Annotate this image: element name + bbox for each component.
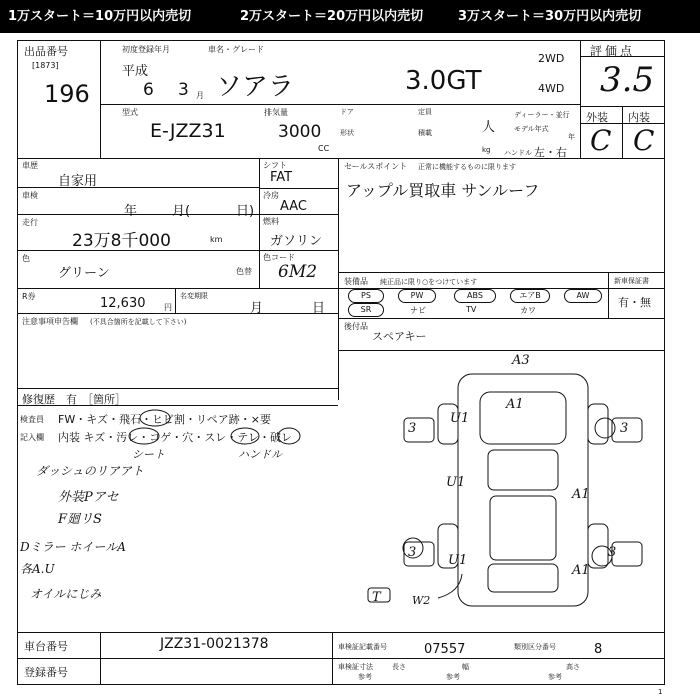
ref-label-2: 参考 [446,673,460,681]
dim-label: 車検証寸法 [338,663,373,671]
ac-label: 冷房 [263,191,279,200]
repair-label: 修復歴 [22,393,55,406]
grade: 3.0GT [405,66,482,96]
car-name-label: 車名・グレード [208,45,264,54]
score: 3.5 [600,60,655,100]
ext-label: 外装 [586,111,608,124]
mark-w2: W2 [412,594,431,607]
right-rear-door [612,542,642,566]
equip-leather: カワ [520,306,536,315]
lot-sub: [1873] [32,61,59,70]
mark-3-right-bot: 3 [608,545,617,560]
mark-a1-low: A1 [572,563,590,578]
displacement-label: 排気量 [264,108,288,117]
displacement: 3000 [278,122,322,142]
manual-value: 有・無 [618,296,651,309]
int-label: 内装 [628,111,650,124]
note-4: Dミラー ホイールA [20,540,126,554]
car-type-label: 車歴 [22,161,38,170]
equip-aw: AW [564,289,602,303]
fuel-label: 燃料 [263,217,279,226]
serial-number: 07557 [424,642,466,657]
mark-3-left-top: 3 [408,421,417,436]
color-name-label: 色替 [236,267,252,276]
yen-unit: 円 [164,303,172,312]
month-unit: 月 [196,91,204,100]
serial-label: 車検証記載番号 [338,643,387,651]
kg-unit: kg [482,146,491,154]
ref-label-3: 参考 [548,673,562,681]
sales-label: セールスポイント [344,162,408,171]
door-label: ドア [340,108,354,116]
equip-airbag: エアB [510,289,550,303]
model: E-JZZ31 [150,120,226,142]
model-year-label: モデル年式 [514,125,549,133]
hand-seat: シート [132,448,165,461]
fuel-value: ガソリン [270,234,323,249]
note-5: 各A.U [20,562,55,576]
shift-label: シフト [263,161,287,170]
ac-value: AAC [280,199,307,214]
mark-3-right-top: 3 [620,421,629,436]
name-change-label: 名変期限 [180,292,208,300]
shift-value: FAT [270,170,293,185]
first-reg-label: 初度登録年月 [122,45,170,54]
inspection-label: 車検 [22,191,38,200]
width-label: 幅 [462,663,469,671]
car-type: 自家用 [58,174,98,189]
mark-a1-right: A1 [572,487,590,502]
car-name: ソアラ [216,72,295,102]
inspect-int-label: 記入欄 [20,433,44,442]
notes-label: 注意事項申告欄 [22,317,78,326]
int-grade: C [633,124,655,157]
banner-item-2: 2万スタート＝20万円以内売切 [240,9,424,24]
after-value: スペアキー [372,330,427,343]
drive-2wd: 2WD [538,52,565,65]
handle-label: ハンドル [504,149,532,157]
inspect-ext-items: FW・キズ・飛石・ヒビ割・リペア跡・×要 [58,413,271,426]
notes-sub: (不具合箇所を記載して下さい) [90,318,187,326]
equip-pw: PW [398,289,436,303]
note-2: 外装Pアセ [58,490,119,505]
length-label: 長さ [392,663,406,671]
color-code-label: 色コード [263,253,295,262]
sales-note: 正常に機能するものに限ります [418,163,516,171]
reg-year: 6 [143,80,154,100]
load-label: 積載 [418,129,432,137]
equip-navi: ナビ [410,306,426,315]
model-label: 型式 [122,108,138,117]
dealer-label: ディーラー・並行 [514,111,570,119]
cc-unit: CC [318,144,330,153]
note-6: オイルにじみ [30,587,102,601]
top-banner [0,0,700,33]
hand-handle: ハンドル [238,448,282,461]
name-change-month: 月 [250,301,264,316]
handle-value: 左・右 [534,146,567,159]
class-value: 8 [594,642,603,657]
person-unit: 人 [482,120,496,135]
roof-outline [490,496,556,560]
inspection-day: 日) [236,204,255,219]
banner-item-1: 1万スタート＝10万円以内売切 [8,9,192,24]
mark-a3: A3 [512,353,530,368]
equip-ps: PS [348,289,384,303]
repair-value: 有 [66,393,77,406]
era: 平成 [122,64,149,79]
equipment-note: 純正品に限り○をつけています [380,278,478,286]
model-year-unit: 年 [568,133,575,141]
class-label: 類別区分番号 [514,643,556,651]
name-change-day: 日 [312,301,326,316]
r-value: 12,630 [100,296,146,311]
ext-grade: C [590,124,612,157]
equip-tv: TV [466,305,477,314]
note-1: ダッシュのリアアト [36,464,144,478]
mark-a1-top: A1 [506,397,524,412]
repair-bracket: ［箇所］ [82,393,126,406]
color-value: グリーン [58,266,110,281]
capacity-label: 定員 [418,108,432,116]
mark-t: T [372,590,381,605]
shape-label: 形状 [340,129,354,137]
reg-month: 3 [178,80,189,100]
chassis-label: 車台番号 [24,640,68,653]
color-label: 色 [22,254,30,263]
equip-abs: ABS [454,289,496,303]
sales-text: アップル買取車 サンルーフ [346,181,540,200]
score-label: 評価点 [590,44,636,58]
color-code: 6M2 [278,262,318,282]
mark-u1-low: U1 [448,553,468,568]
inspect-circles [0,400,340,450]
height-label: 高さ [566,663,580,671]
reg-label: 登録番号 [24,666,68,679]
mileage-label: 走行 [22,218,38,227]
r-label: R券 [22,292,36,301]
mark-u1-mid: U1 [446,475,466,490]
banner-item-3: 3万スタート＝30万円以内売切 [458,9,642,24]
equipment-label: 装備品 [344,277,368,286]
inspection-month: 月( [172,204,191,219]
car-diagram [340,352,665,630]
page-number: 1 [658,688,663,696]
windshield-outline [488,450,558,490]
note-3: F廻リS [58,512,102,527]
chassis-number: JZZ31-0021378 [160,636,269,652]
mileage: 23万8千000 [72,231,171,251]
ref-label-1: 参考 [358,673,372,681]
mark-3-left-bot: 3 [408,545,417,560]
trunk-outline [488,564,558,592]
mileage-unit: km [210,235,223,244]
inspect-int-items: 内装 キズ・汚レ・コゲ・穴・スレ・テレ・破レ [58,431,293,444]
manual-label: 新車保証書 [614,277,649,285]
inspection-year-unit: 年 [124,204,138,219]
after-label: 後付品 [344,322,368,331]
drive-4wd: 4WD [538,82,565,95]
equip-sr: SR [348,303,384,317]
lot-number: 196 [44,80,90,108]
mark-u1-left: U1 [450,411,470,426]
inspect-ext-label: 検査員 [20,415,44,424]
lot-label: 出品番号 [24,45,68,58]
